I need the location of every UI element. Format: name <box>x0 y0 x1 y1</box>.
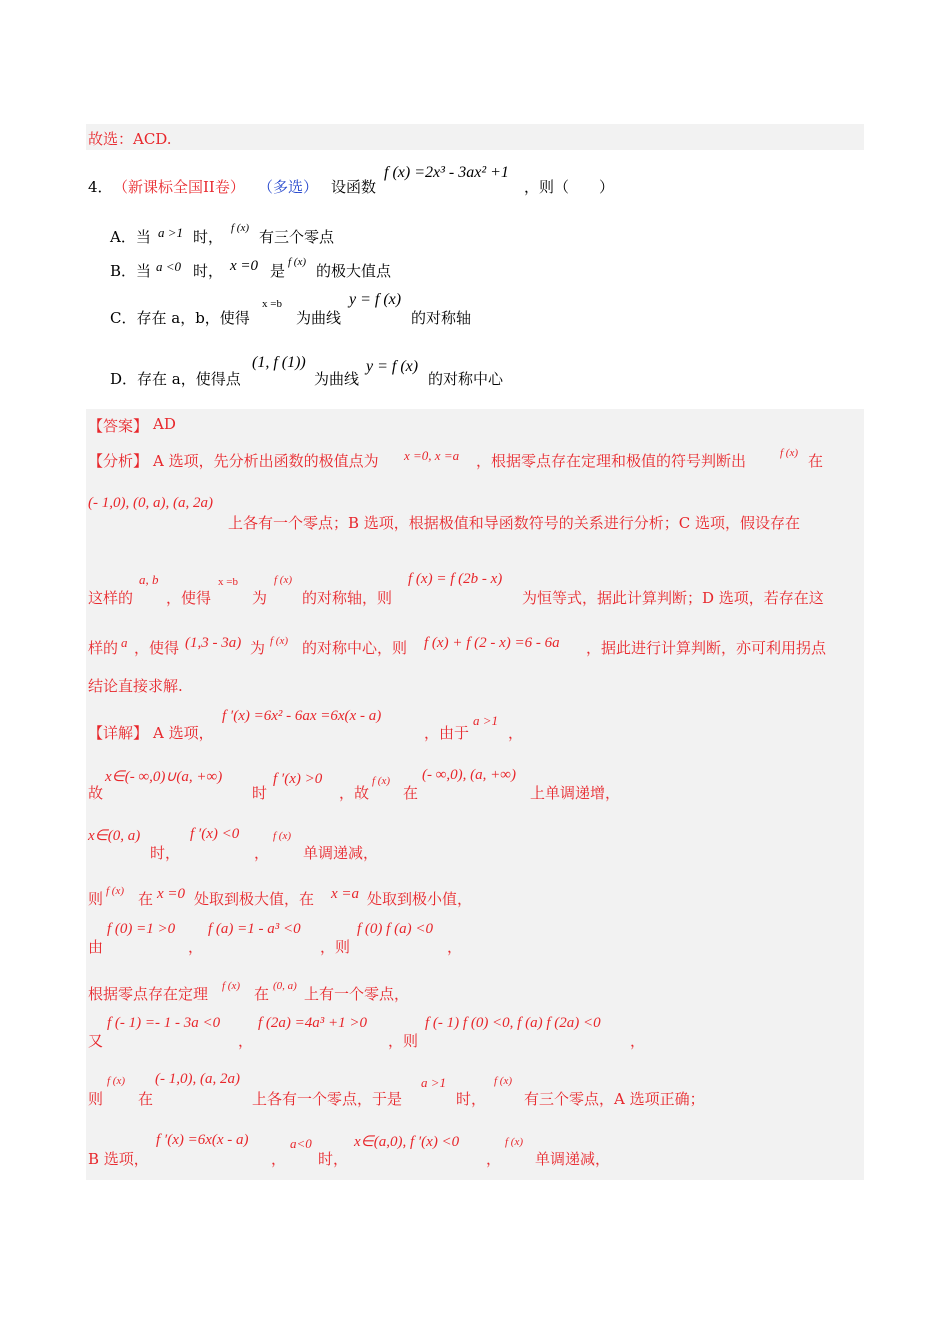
previous-answer-line: 故选：ACD. <box>88 130 172 148</box>
detail-line7-a: 又 <box>88 1032 104 1050</box>
detail-line2-a: 故 <box>88 784 104 802</box>
detail-increasing-domain: x∈(- ∞,0)∪(a, +∞) <box>105 769 223 785</box>
answer-label: 【答案】 <box>88 417 149 435</box>
detail-line4-a: 则 <box>88 890 104 908</box>
detail-line7-d: ， <box>630 1032 646 1050</box>
analysis-line1-b: ，根据零点存在定理和极值的符号判断出 <box>476 452 747 470</box>
detail-line1-b: ，由于 <box>424 724 470 742</box>
detail-increasing-intervals: (- ∞,0), (a, +∞) <box>422 767 516 783</box>
analysis-line3-c: 为 <box>252 589 268 607</box>
detail-line5-a: 由 <box>88 938 104 956</box>
detail-line8-g: 有三个零点，A 选项正确； <box>524 1090 705 1108</box>
detail-line6-interval: (0, a) <box>273 980 297 992</box>
analysis-line3-x: x =b <box>218 576 238 588</box>
detail-line8-f: f (x) <box>107 1075 126 1087</box>
detail-line8-cond: a >1 <box>421 1075 447 1090</box>
option-b-mid: 时， <box>193 262 224 280</box>
option-d-text: 的对称中心 <box>428 370 504 388</box>
option-c-prefix: C．存在 a，b，使得 <box>110 309 250 327</box>
detail-label: 【详解】 <box>88 724 149 742</box>
detail-line9-f: f (x) <box>505 1136 524 1148</box>
detail-derivative-factored: f ′(x) =6x(x - a) <box>156 1132 249 1148</box>
option-a-function: f (x) <box>231 222 250 234</box>
option-a-condition: a >1 <box>158 225 184 240</box>
analysis-line1-f: f (x) <box>780 447 799 459</box>
option-b-condition: a <0 <box>156 259 182 274</box>
detail-line3-b: ， <box>254 844 270 862</box>
analysis-line2-text: 上各有一个零点；B 选项，根据极值和导函数符号的关系进行分析；C 选项，假设存在 <box>228 514 801 532</box>
detail-line1-a: A 选项， <box>153 724 214 742</box>
detail-line7-b: ， <box>238 1032 254 1050</box>
detail-line9-cond: a<0 <box>290 1136 312 1151</box>
detail-fa-value: f (a) =1 - a³ <0 <box>208 921 301 937</box>
analysis-line4-e: ，据此进行计算判断，亦可利用拐点 <box>586 639 827 657</box>
derivative-formula: f ′(x) =6x² - 6ax =6x(x - a) <box>222 708 382 724</box>
analysis-line1-a: A 选项，先分析出函数的极值点为 <box>153 452 379 470</box>
analysis-line3-d: 的对称轴，则 <box>302 589 393 607</box>
analysis-line3-e: 为恒等式，据此计算判断；D 选项，若存在这 <box>522 589 824 607</box>
detail-f-neg1: f (- 1) =- 1 - 3a <0 <box>107 1015 221 1031</box>
detail-line2-d: ，故 <box>339 784 370 802</box>
option-d-prefix: D．存在 a，使得点 <box>110 370 241 388</box>
detail-line5-b: ， <box>188 938 204 956</box>
analysis-line4-a-var: a <box>121 635 128 650</box>
detail-max-point: x =0 <box>157 886 186 902</box>
option-b-function: f (x) <box>288 256 307 268</box>
detail-line7-c: ，则 <box>388 1032 419 1050</box>
detail-line1-cond: a >1 <box>473 713 499 728</box>
option-c-mid: 为曲线 <box>296 309 342 327</box>
top-answer-shade <box>86 124 864 150</box>
detail-decreasing-domain: x∈(0, a) <box>88 828 141 844</box>
detail-line4-d: 处取到极小值， <box>367 890 473 908</box>
detail-derivative-positive: f ′(x) >0 <box>273 771 323 787</box>
function-formula: f (x) =2x³ - 3ax² +1 <box>384 164 509 181</box>
question-number: 4． <box>88 178 113 196</box>
detail-line9-b: ， <box>271 1150 287 1168</box>
analysis-line1-c: 在 <box>808 452 824 470</box>
option-d-mid: 为曲线 <box>314 370 360 388</box>
option-c-axis: x =b <box>262 298 282 310</box>
detail-line5-d: ， <box>447 938 463 956</box>
analysis-symmetry-axis-eq: f (x) = f (2b - x) <box>408 571 503 587</box>
detail-line2-f: f (x) <box>372 775 391 787</box>
analysis-line3-ab: a, b <box>139 572 159 587</box>
option-b-text: 的极大值点 <box>316 262 392 280</box>
analysis-center-point: (1,3 - 3a) <box>185 635 242 651</box>
analysis-center-eq: f (x) + f (2 - x) =6 - 6a <box>424 635 560 651</box>
detail-min-point: x =a <box>331 886 360 902</box>
detail-line6-f: f (x) <box>222 980 241 992</box>
analysis-line3-b: ，使得 <box>166 589 212 607</box>
detail-line9-d: 时， <box>318 1150 349 1168</box>
analysis-line4-b: ，使得 <box>134 639 180 657</box>
detail-line8-f2: f (x) <box>494 1075 513 1087</box>
option-c-curve: y = f (x) <box>349 291 402 308</box>
detail-line4-c: 处取到极大值，在 <box>194 890 315 908</box>
analysis-label: 【分析】 <box>88 452 149 470</box>
detail-line8-e: 时， <box>456 1090 487 1108</box>
detail-line8-c: 上各有一个零点，于是 <box>252 1090 403 1108</box>
source-tag: （新课标全国II卷） <box>113 178 245 196</box>
analysis-line5: 结论直接求解. <box>88 677 183 695</box>
detail-line4-b: 在 <box>138 890 154 908</box>
option-b-x: x =0 <box>230 258 259 274</box>
detail-line9-domain: x∈(a,0), f ′(x) <0 <box>354 1134 460 1150</box>
detail-derivative-negative: f ′(x) <0 <box>190 826 240 842</box>
answer-value: AD <box>153 415 176 433</box>
detail-line9-a: B 选项， <box>88 1150 149 1168</box>
detail-f0-value: f (0) =1 >0 <box>107 921 176 937</box>
detail-line4-f: f (x) <box>106 885 125 897</box>
stem-tail: ，则（ ） <box>524 178 615 196</box>
option-d-curve: y = f (x) <box>366 358 419 375</box>
analysis-intervals: (- 1,0), (0, a), (a, 2a) <box>88 495 213 511</box>
detail-line3-f: f (x) <box>273 830 292 842</box>
analysis-line4-a: 样的 <box>88 639 119 657</box>
analysis-line4-f: f (x) <box>270 635 289 647</box>
option-a-text: 有三个零点 <box>259 228 335 246</box>
detail-line2-g: 上单调递增， <box>530 784 621 802</box>
detail-f-2a: f (2a) =4a³ +1 >0 <box>258 1015 368 1031</box>
analysis-line4-c: 为 <box>250 639 266 657</box>
detail-line6-c: 上有一个零点， <box>304 985 410 1003</box>
detail-line8-b: 在 <box>138 1090 154 1108</box>
option-b-is: 是 <box>270 262 286 280</box>
option-c-text: 的对称轴 <box>411 309 472 327</box>
option-a-mid: 时， <box>193 228 224 246</box>
detail-product-signs: f (- 1) f (0) <0, f (a) f (2a) <0 <box>425 1015 601 1031</box>
detail-line1-d: ， <box>508 724 524 742</box>
stem-text: 设函数 <box>331 178 377 196</box>
detail-line8-a: 则 <box>88 1090 104 1108</box>
detail-line9-e: ， <box>486 1150 502 1168</box>
analysis-line3-f: f (x) <box>274 574 293 586</box>
option-b-prefix: B．当 <box>110 262 152 280</box>
option-d-point: (1, f (1)) <box>252 354 306 371</box>
analysis-line4-d: 的对称中心，则 <box>302 639 408 657</box>
analysis-extrema-points: x =0, x =a <box>404 448 460 463</box>
option-a-prefix: A．当 <box>110 228 151 246</box>
detail-line6-a: 根据零点存在定理 <box>88 985 209 1003</box>
detail-line2-b: 时 <box>252 784 268 802</box>
detail-line6-b: 在 <box>254 985 270 1003</box>
detail-line3-a: 时， <box>150 844 181 862</box>
detail-line3-d: 单调递减， <box>303 844 379 862</box>
detail-product-sign: f (0) f (a) <0 <box>357 921 433 937</box>
detail-zero-intervals: (- 1,0), (a, 2a) <box>155 1071 240 1087</box>
detail-line2-e: 在 <box>403 784 419 802</box>
analysis-line3-a: 这样的 <box>88 589 134 607</box>
detail-line9-g: 单调递减， <box>535 1150 611 1168</box>
detail-line5-c: ，则 <box>320 938 351 956</box>
type-tag: （多选） <box>258 178 319 196</box>
